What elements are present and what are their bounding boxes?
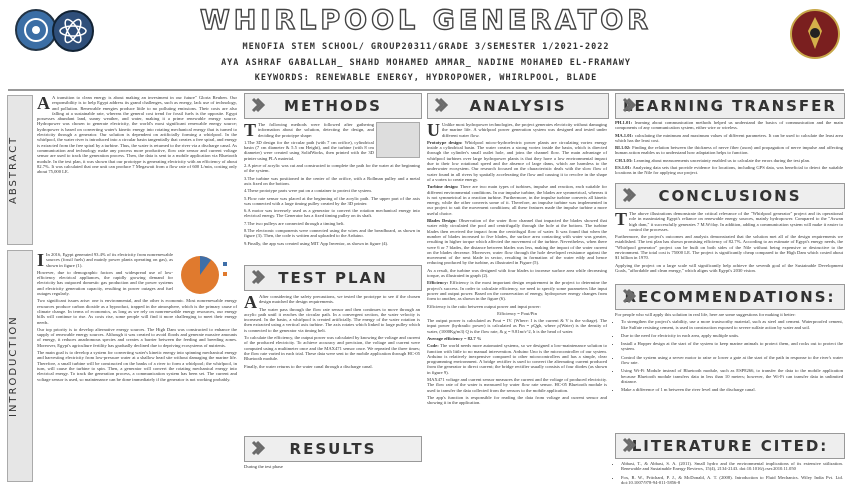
code-body-2: MAX471 voltage and current sensor measures the current and the voltage of produced electricity. The flow rate of the water is measured by water flow rate sensor. HC-05 Bluetooth module is used to transfer the data collected from the sensors to the mobile application. (427, 377, 607, 393)
methods-title: METHODS (284, 97, 382, 115)
lt-item-2: MA.1.01: calculating the minimum and maximum values of different parameters. It can be used to calculate the least area which has the least cost. (615, 132, 843, 143)
citation-2: • Fox, R. W., Pritchard, P. J., & McDonald, A. T. (2008). Introduction to Fluid Mechanics. Wiley India Pvt. Ltd. doi:10.1007/978-94-011-5856-8 (621, 475, 843, 485)
citation-1: • Abbasi, T., & Abbasi, S. A. (2011). Small hydro and the environmental implications of its extensive utilization. Renewable and Sustainable Energy Reviews, 15(4), 2134-2143. doi:10.1016/j.rser.2010.11.050 (621, 461, 843, 472)
methods-text: T The following methods were followed after gathering information about the solution, detecting the design, and deciding the prototype shape: 1.The 3D design for the circular path (with 7 cm orifice), cylindrical basin (7 cm diameter & 5.5 cm Height), and the turbine (with 8 cm diameter) were created using SolidWorks, then printed with the 3D printer using PLA material. 2.A piece of acrylic was cut and constructed to complete the path for the water at the beginning of the system. 3.The turbine was positioned in the center of the orifice, with a Rollman pulley and a metal axis fixed on the bottom. 4.These prototype parts were put on a container to protect the system. 5.Flow rate sensor was placed at the beginning of the acrylic path. The upper part of the axis was connected with a large timing pulley created by the 3D printer. 6.A motor was inversely used as a generator to convert the rotation mechanical energy into electrical energy. The Generator has a fixed timing pulley on its shaft. 7.The two pulleys are connected through a timing belt. 8.The electronic components were connected using the wires and the breadboard, as shown in figure (3). Then, the code is written and uploaded to the Arduino. 9.Finally, the app was created using MIT App Inventor, as shown in figure (4). (244, 120, 420, 246)
intro-p3: Two significant issues arise: one is environmental, and the other is economic. Most nonrenewable energy resources produce carbon dioxide as a byproduct, trapped in the atmosphere, which is the primary cause of climate change. In terms of economics, as long as we rely on nonrenewable energy resources, our energy bills will continue to rise. As costs rise, some people will find it more challenging to meet their energy needs. (37, 298, 237, 325)
methods-step-5: 5.Flow rate sensor was placed at the beginning of the acrylic path. The upper part of the axis was connected with a large timing pulley created by the 3D printer. (244, 195, 420, 206)
turbine-design-body: There are two main types of turbines, impulse and reaction, each suitable for different environmental conditions. In our impulse turbine, the blades are symmetrical, whereas it is not symmetrical in a reaction turbine. Furthermore, in the impulse turbine converts all kinetic energy, while the other converts some of it. Therefore, an impulse turbine was implemented in our project to suit the movement conditions; all these features made the impulse turbine a more useful choice. (427, 184, 607, 216)
code-head: Code: (427, 343, 439, 349)
prototype-design-body: Whirlpool micro-hydroelectric power plants are circulating vortex energy inside a cylindrical basin. The water creates a strong vortex inside the basin, which is directed through the cylinder's small outlet hole, and joins the channel flow. The main advantage of whirlpool turbines over large hydropower plants is that they have a low environmental impact due to their low rotational speed and the absence of large dams, which are harmless to the underwater ecosystem. Our research focused on the characteristic deals with the slow flow of water found in all rivers by spatially accelerating the flow and causing it to revolve in the shape of a vortex to create energy. (427, 139, 607, 182)
chevron-icon (249, 440, 265, 456)
methods-step-4: 4.These prototype parts were put on a container to protect the system. (244, 188, 372, 194)
lt-item-5: ES.1.01: Analyzing data sets that provide evidence for locations, including GPS data, was beneficial to detect the suitable locations in the Nile for applying our project. (615, 165, 843, 176)
lt-item-1: PH.1.01: learning about communication methods helped us understand the basics of communication and the main components of any communication system, either wire or wireless. (615, 120, 843, 131)
keywords-line: KEYWORDS: RENEWABLE ENERGY, HYDROPOWER, WHIRLPOOL, BLADE (254, 73, 598, 83)
recommendations-intro: For people who will apply this solution in real life, here are some suggestions for making it better: (615, 312, 796, 317)
blades-design-body: Observation of the water flow channel that impacted the blades showed that water eddy circulated the pool and centrifugally through the hole at the bottom. The turbine blades then received the impact from the centrifugal flow of water. It was found that when the number of blades increased to five blades, the surface area contacting with water was greater, resulting in higher torque which affected the movement of the turbine. Nevertheless, when there were 6 or 7 blades, the distance between blades was less, making the impact of the water current on the blades decrease. Moreover, water flow through the hole developed resistance against the movement of the next blade in sector, resulting in formation of the water eddy and hence reducing produced by the turbine, as illustrated in Figure (5). (427, 218, 607, 266)
lt-item-4: CH.3.03: Learning about measurements uncertainty enabled us to calculate the errors during the test plan. (615, 157, 811, 163)
chevron-icon (249, 97, 265, 113)
results-heading (244, 436, 422, 462)
introduction-sidebar (7, 250, 33, 482)
prototype-design-head: Prototype design: (427, 139, 463, 145)
recommendations-title: RECOMMENDATIONS: (624, 288, 836, 306)
literature-list (615, 461, 843, 485)
methods-step-2: 2.A piece of acrylic was cut and constructed to complete the path for the water at the beginning of the system. (244, 163, 420, 174)
efficiency-body: Efficiency is the most important design requirement in the project to determine the project's success. In order to calculate efficiency, we need to specify some parameters like input power and output power. Based on the conservation of energy, hydropower energy changes from form to another, as shown in the figure (6). (427, 280, 607, 302)
test-plan-p1: After considering the safety precautions, we tested the prototype to see if the chosen design matched the design requirements. (259, 294, 420, 305)
abstract-body: A transition to clean energy is about making an investment in our future" Gloria Reuben. Our responsibility is to help Egypt address its grand challenges, such as energy, lack use of technology, and pollution. Renewable energies produce little to no polluting emissions. Their costs are also falling at a sustainable rate, whereas the general cost trend for fossil fuels is the opposite. Egypt possesses abundant land, sunny weather, and water, making it a prime renewable energy source. Hydropower was chosen to generate electricity, the world's most significant renewable energy source; hydropower is based on converting water's kinetic energy into rotating mechanical energy that is turned to electricity through a generator. Our solution is dependent on artificially forming a whirlpool. In the whirlpool, the water river is introduced into a circular basin tangentially that creates a free spiral, and energy is extracted from the free spiral by a turbine. Thus, the water is returned to the river via a discharge canal. As communication and technology make any process more productive, flow rate sensor and current voltage sensor are used to track the generation process. Then, the data is sent to a mobile application via Bluetooth module. In the test plan, it was shown that our prototype is generating electricity with an efficiency of about 82.7%. It was calculated that one unit can produce 7 Megawatt from a flow rate of 600 L/min, costing only about 75,000 LE. (37, 95, 237, 175)
conclusions-text: T The above illustrations demonstrate the critical relevance of the "Whirlpool generator" project and its operational role in maximizing Egypt's reliance on renewable energy sources, mainly hydropower. Compared to the "Aswan high dam," it successfully generates 7 M.W/day. In addition, adding a communication system will make it easier to control the processes. Furthermore, the project's outcomes and analysis demonstrated that the solution met all of the design requirements we established. The test plan has shown promising efficiency of 82.7%. According to an estimate of Egypt's energy needs, the "Whirlpool generator" project can be built on both sides of the Nile without being expensive or destructive to the environment. The total cost is 75000 LE. The project is significantly cheap compared to the High Dam which costed about $1 billion in 1970. Applying the project on a large scale will significantly help achieve the seventh goal of the Sustainable Development Goals, "affordable and clean energy," which aligns with Egypt's 2030 vision. (615, 209, 843, 273)
methods-step-8: 8.The electronic components were connected using the wires and the breadboard, as shown in figure (3). Then, the code is written and uploaded to the Arduino. (244, 228, 420, 239)
recommendation-2: • Due to the need for electricity in each area, apply multiple units. (621, 333, 843, 338)
abstract-side-label: ABSTRACT (8, 135, 19, 205)
results-title: RESULTS (289, 440, 377, 458)
code-body-3: The app's function is responsible for reading the data from voltage and current sensor and showing it in the application. (427, 394, 607, 406)
analysis-intro: Unlike most hydropower technologies, the project generates electricity without damaging the marine life. A whirlpool power generation system was designed and tested under different water flow. (442, 122, 607, 138)
analysis-title: ANALYSIS (469, 97, 567, 115)
test-plan-p2: The water pass through the flow rate sensor and then continues to move through an acrylic path until it reaches the circular path. In a convergent section, the water velocity is increased. In the basin, a whirlpool is created artificially. The energy of the water rotation is then extracted using a vertical axis turbine. The axis rotates which linked to large pulley which is connected to the generator via timing belt. (244, 306, 420, 333)
test-plan-title: TEST PLAN (278, 269, 388, 287)
efficiency-head: Efficiency: (427, 280, 449, 286)
intro-p4: Our top priority is to develop alternative energy sources. The High Dam was constructed to enhance the supply of renewable energy sources. Although it was created to avoid floods and generate massive amounts of energy, it reduces anadromous species and creates a barrier between the feeding and breeding zones. Moreover, Egypt's agriculture fertility has gradually declined due to depriving ecosystems of nutrients. (37, 326, 237, 348)
recommendation-1: • To strengthen the project's stability, use a more trustworthy material, such as steel and cement. Waterproofed cement, like Sulfate resisting cement, is used in construction exposed to severe sulfate action by water and soil. (621, 319, 843, 330)
methods-step-3: 3.The turbine was positioned in the center of the orifice, with a Rollman pulley and a metal axis fixed on the bottom. (244, 175, 420, 186)
authors-line: AYA ASHRAF GABALLAH_ SHAHD MOHAMED AMMAR_ NADINE MOHAMED EL-FRAMAWY (221, 58, 631, 68)
methods-heading (244, 93, 422, 119)
results-text (244, 464, 420, 480)
school-line: MENOFIA STEM SCHOOL/ GROUP20311/GRADE 3/SEMESTER 1/2021-2022 (242, 42, 610, 52)
efficiency-ratio-text: Efficiency is the ratio between output power and input power: (427, 303, 541, 309)
abstract-text: A A transition to clean energy is about making an investment in our future" Gloria Reuben. Our responsibility is to help Egypt address its grand challenges, such as energy, lack use of technology, and pollution. Renewable energies produce little to no polluting emissions. Their costs are also falling at a sustainable rate, whereas the general cost trend for fossil fuels is the opposite. Egypt possesses abundant land, sunny weather, and water, making it a prime renewable energy source. Hydropower was chosen to generate electricity, the world's most significant renewable energy source; hydropower is based on converting water's kinetic energy into rotating mechanical energy that is turned to electricity through a generator. Our solution is dependent on artificially forming a whirlpool. In the whirlpool, the water river is introduced into a circular basin tangentially that creates a free spiral, and energy is extracted from the free spiral by a turbine. Thus, the water is returned to the river via a discharge canal. As communication and technology make any process more productive, flow rate sensor and current voltage sensor are used to track the generation process. Then, the data is sent to a mobile application via Bluetooth module. In the test plan, it was shown that our prototype is generating electricity with an efficiency of about 82.7%. It was calculated that one unit can produce 7 Megawatt from a flow rate of 600 L/min, costing only about 75,000 LE. (37, 93, 237, 175)
introduction-text: I In 2016, Egypt generated 93.4% of its electricity from nonrenewable sources (fossil fuels) and mainly power plants operating on gas), as shown in figure (1). However, due to demographic factors and widespread use of low-efficiency electrical appliances, the rapidly growing demand for electricity has outpaced domestic gas production and the power systems and electricity generation capacity, resulting in power outages and fuel outages regularly. Two significant issues arise: one is environmental, and the other is economic. Most nonrenewable energy resources produce carbon dioxide as a byproduct, trapped in the atmosphere, which is the primary cause of climate change. In terms of economics, as long as we rely on nonrenewable energy resources, our energy bills will continue to rise. As costs rise, some people will find it more challenging to meet their energy needs. Our top priority is to develop alternative energy sources. The High Dam was constructed to enhance the supply of renewable energy sources. Although it was created to avoid floods and generate massive amounts of energy, it reduces anadromous species and creates a barrier between the feeding and breeding zones. Moreover, Egypt's agriculture fertility has gradually declined due to depriving ecosystems of nutrients. The main goal is to develop a system for converting water's kinetic energy into spinning mechanical energy and harvesting electricity from low-pressure water at a shallow head site without damaging the marine life. Therefore, a small turbine will be constructed on the banks of a river to form a whirlpool; the whirlpool, in turn, will cause the turbine to spin. Then, a generator will convert the rotating mechanical energy into electrical energy. To track the generation process, a communication system has been set. The current and voltage sensor is used, so maintenance can be done immediately if the generator is not working probably. (37, 250, 237, 382)
literature-text (615, 461, 843, 485)
efficiency-formula: Efficiency = Pout/Pin (497, 310, 537, 316)
test-plan-heading (244, 265, 422, 291)
methods-step-9: 9.Finally, the app was created using MIT App Inventor, as shown in figure (4). (244, 240, 389, 246)
conclusions-p1: The above illustrations demonstrate the critical relevance of the "Whirlpool generator" project and its operational role in maximizing Egypt's reliance on renewable energy sources, mainly hydropower. Compared to the "Aswan high dam," it successfully generates 7 M.W/day. In addition, adding a communication system will make it easier to control the processes. (629, 211, 843, 232)
conclusions-heading (615, 183, 845, 209)
intro-p1: In 2016, Egypt generated 93.4% of its electricity from nonrenewable sources (fossil fuels) and mainly power plants operating on gas), as shown in figure (1). (46, 252, 173, 268)
blades-design-head: Blades Design: (427, 218, 457, 224)
literature-heading (615, 433, 845, 459)
literature-title: LITERATURE CITED: (631, 437, 829, 455)
intro-p2: However, due to demographic factors and widespread use of low-efficiency electrical appliances, the rapidly growing demand for electricity has outpaced domestic gas production and the power systems and electricity generation capacity, resulting in power outages and fuel outages regularly. (37, 269, 173, 297)
poster-header (0, 0, 852, 92)
electricity-pie-chart (175, 252, 237, 298)
conclusions-p3: Applying the project on a large scale will significantly help achieve the seventh goal of the Sustainable Development Goals, "affordable and clean energy," which aligns with Egypt's 2030 vision. (615, 262, 843, 273)
lt-item-3: BI.1.02: Finding the relation between the thickness of nerve fiber (axon) and propagation of nerve impulse and affecting human action enables us to understand how adaptation helps to function. (615, 145, 843, 156)
turbine-design-head: Turbine design: (427, 184, 459, 190)
recommendations-heading (615, 284, 845, 310)
chevron-icon (249, 269, 265, 285)
conclusions-p2: Furthermore, the project's outcomes and analysis demonstrated that the solution met all of the design requirements we established. The test plan has shown promising efficiency of 82.7%. According to an estimate of Egypt's energy needs, the "Whirlpool generator" project can be built on both sides of the Nile without being expensive or destructive to the environment. The total cost is 75000 LE. The project is significantly cheap compared to the High Dam which costed about $1 billion in 1970. (615, 234, 843, 261)
analysis-heading (427, 93, 609, 119)
conclusions-title: CONCLUSIONS (658, 187, 802, 205)
learning-transfer-heading (615, 93, 845, 119)
chevron-icon (620, 187, 636, 203)
methods-step-1: 1.The 3D design for the circular path (with 7 cm orifice), cylindrical basin (7 cm diameter & 5.5 cm Height), and the turbine (with 8 cm diameter) were created using SolidWorks, then printed with the 3D printer using PLA material. (244, 139, 374, 161)
header-divider (8, 89, 844, 91)
methods-step-7: 7.The two pulleys are connected through a timing belt. (244, 220, 345, 226)
test-plan-text: A After considering the safety precautions, we tested the prototype to see if the chosen design matched the design requirements. The water pass through the flow rate sensor and then continues to move through an acrylic path until it reaches the circular path. In a convergent section, the water velocity is increased. In the basin, a whirlpool is created artificially. The energy of the water rotation is then extracted using a vertical axis turbine. The axis rotates which linked to large pulley which is connected to the generator via timing belt. To calculate the efficiency, the output power was calculated by knowing the voltage and current of the produced electricity. To achieve accuracy and precision, the voltage and current were computed using a multimeter once and the MAX471 sensor once. We repeated the three times; the flow rate varied in each trial. These data were sent to the mobile application through HC-05 Bluetooth module. Finally, the water returns to the water canal through a discharge canal. (244, 292, 420, 369)
average-efficiency: Average efficiency = 82.7 % (427, 335, 482, 341)
poster-title: WHIRLPOOL GENERATOR (199, 5, 653, 36)
results-body: During the test phase (244, 464, 283, 469)
chevron-icon (620, 437, 636, 453)
methods-intro: The following methods were followed after gathering information about the solution, detecting the design, and deciding the prototype shape: (258, 122, 374, 138)
recommendation-5: • Using Wi-Fi Module instead of Bluetooth module, such as ESP8266, to transfer the data to the mobile application because Bluetooth module transfers data in less than 10 meters; however, the Wi-Fi can transfer data in unlimited distance. (621, 368, 843, 384)
output-power-text: The output power is calculated as Pout = IV. (Where: I is the current & V is the voltage). The input power (hydraulic power) is calculated as Pin = ρQgh, where ρ(Water) is the density of water, (1000Kg/m3) Q is the flow rate, & g = 9.81m/s^2, h is the head of water. (427, 318, 607, 334)
abstract-sidebar (7, 95, 33, 245)
recommendation-6: • Make a difference of 1 m between the river level and the discharge canal. (621, 387, 843, 392)
code-body: The world needs more automated systems, so we designed a low-maintenance solution to function with little to no manual intervention. Arduino Uno is the microcontroller of our system. Arduino is relatively inexpensive compared to other microcontrollers and has a simple, clear programming environment. A bridge rectifier is used to convert the alternating current produced from the generator to direct current; the bridge rectifier usually consists of four diodes (as shown in figure 9). (427, 343, 607, 375)
test-plan-p3: To calculate the efficiency, the output power was calculated by knowing the voltage and current of the produced electricity. To achieve accuracy and precision, the voltage and current were computed using a multimeter once and the MAX471 sensor once. We repeated the three times; the flow rate varied in each trial. These data were sent to the mobile application through HC-05 Bluetooth module. (244, 335, 420, 362)
chevron-icon (432, 97, 448, 113)
introduction-side-label: INTRODUCTION (8, 315, 19, 417)
prototype-photo (376, 122, 420, 158)
learning-transfer-list (615, 120, 843, 180)
chevron-icon (620, 97, 636, 113)
learning-transfer-title: LEARNING TRANSFER (623, 97, 837, 115)
methods-step-6: 6.A motor was inversely used as a generator to convert the rotation mechanical energy into electrical energy. The Generator has a fixed timing pulley on its shaft. (244, 208, 420, 219)
test-plan-p4: Finally, the water returns to the water canal through a discharge canal. (244, 363, 373, 369)
recommendation-3: • Install a Hopper design at the start of the system to keep marine animals to protect them, and rocks out to protect the system. (621, 341, 843, 352)
chevron-icon (620, 288, 636, 304)
recommendations-list (615, 319, 843, 392)
recommendations-text (615, 312, 843, 430)
analysis-text: U Unlike most hydropower technologies, the project generates electricity without damaging the marine life. A whirlpool power generation system was designed and tested under different water flow. Prototype design: Whirlpool micro-hydroelectric power plants are circulating vortex energy inside a cylindrical basin. The water creates a strong vortex inside the basin, which is directed through the cylinder's small outlet hole, and joins the channel flow. The main advantage of whirlpool turbines over large hydropower plants is that they have a low environmental impact due to their low rotational speed and the absence of large dams, which are harmless to the underwater ecosystem. Our research focused on the characteristic deals with the slow flow of water found in all rivers by spatially accelerating the flow and causing it to revolve in the shape of a vortex to create energy. Turbine design: There are two main types of turbines, impulse and reaction, each suitable for different environmental conditions. In our impulse turbine, the blades are symmetrical, whereas it is not symmetrical in a reaction turbine. Furthermore, in the impulse turbine converts all kinetic energy, while the other converts some of it. Therefore, an impulse turbine was implemented in our project to suit the movement conditions; all these features made the impulse turbine a more useful choice. Blades Design: Observation of the water flow channel that impacted the blades showed that water eddy circulated the pool and centrifugally through the hole at the bottom. The turbine blades then received the impact from the centrifugal flow of water. It was found that when the number of blades increased to five blades, the surface area contacting with water was greater, resulting in higher torque which affected the movement of the turbine. Nevertheless, when there were 6 or 7 blades, the distance between blades was less, making the impact of the water current on the blades decrease. Moreover, water flow through the hole developed resistance against the movement of the next blade in sector, resulting in formation of the water eddy and hence reducing produced by the turbine, as illustrated in Figure (5). As a result, the turbine was designed with four blades to increase surface area while decreasing torque, as illustrated in graph (2). Efficiency: Efficiency is the most important design requirement in the project to determine the project's success. In order to calculate efficiency, we need to specify some parameters like input power and output power. Based on the conservation of energy, hydropower energy changes from form to another, as shown in the figure (6). Efficiency is the ratio between output power and input power: Efficiency = Pout/Pin The output power is calculated as Pout = IV. (Where: I is the current & V is the voltage). The input power (hydraulic power) is calculated as Pin = ρQgh, where ρ(Water) is the density of water, (1000Kg/m3) Q is the flow rate, & g = 9.81m/s^2, h is the head of water. Average efficiency = 82.7 % Code: The world needs more automated systems, so we designed a low-maintenance solution to function with little to no manual intervention. Arduino Uno is the microcontroller of our system. Arduino is relatively inexpensive compared to other microcontrollers and has a simple, clear programming environment. A bridge rectifier is used to convert the alternating current produced from the generator to direct current; the bridge rectifier usually consists of four diodes (as shown in figure 9). MAX471 voltage and current sensor measures the current and the voltage of produced electricity. The flow rate of the water is measured by water flow rate sensor. HC-05 Bluetooth module is used to transfer the data collected from the sensors to the mobile application. The app's function is responsible for reading the data from voltage and current sensor and showing it in the application. (427, 120, 607, 406)
intro-p5: The main goal is to develop a system for converting water's kinetic energy into spinning mechanical energy and harvesting electricity from low-pressure water at a shallow head site without damaging the marine life. Therefore, a small turbine will be constructed on the banks of a river to form a whirlpool; the whirlpool, in turn, will cause the turbine to spin. Then, a generator will convert the rotating mechanical energy into electrical energy. To track the generation process, a communication system has been set. The current and voltage sensor is used, so maintenance can be done immediately if the generator is not working probably. (37, 350, 237, 382)
recommendation-4: • Control the system using a server motor to raise or lower a gate at the start of the path in response to the river's water flow rate. (621, 355, 843, 366)
blades-result-note: As a result, the turbine was designed with four blades to increase surface area while decreasing torque, as illustrated in graph (2). (427, 267, 607, 279)
